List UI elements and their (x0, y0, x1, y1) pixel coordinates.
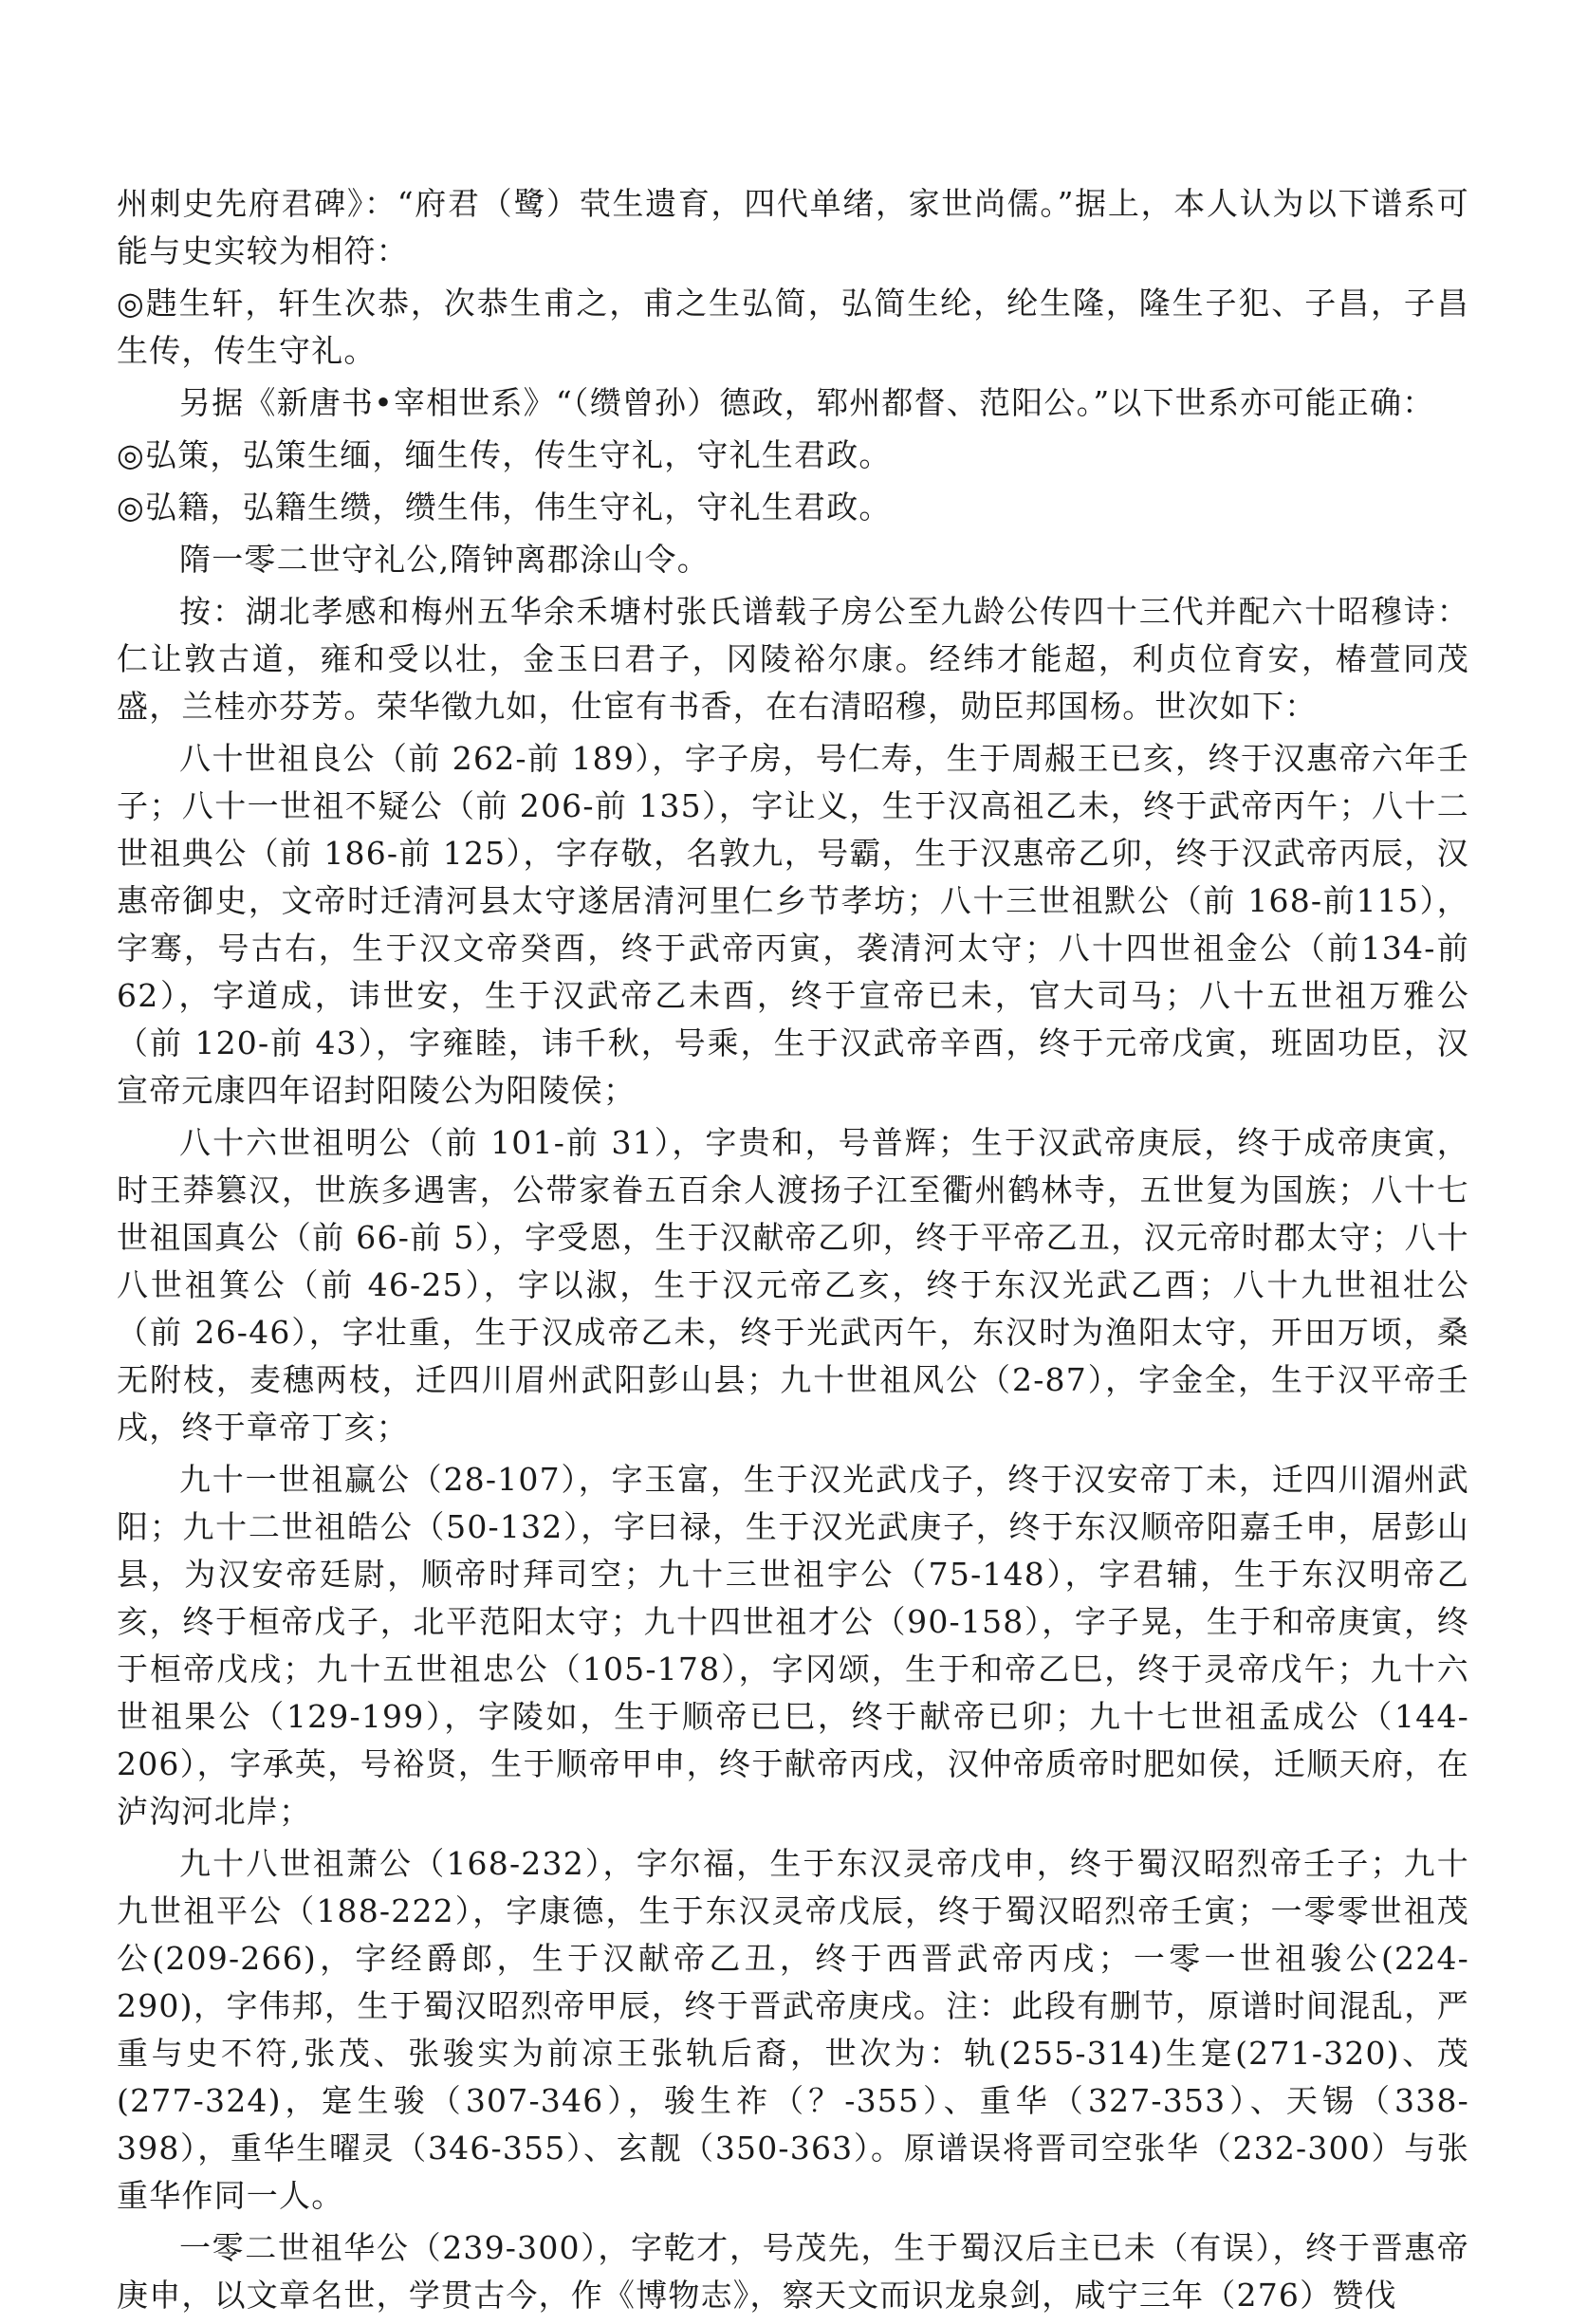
paragraph-10: 九十一世祖赢公（28-107），字玉富，生于汉光武戊子，终于汉安帝丁未，迁四川湄州武阳；九十二世祖皓公（50-132），字曰禄，生于汉光武庚子，终于东汉顺帝阳嘉壬申，居彭山县，为汉安帝廷尉，顺帝时拜司空；九十三世祖宇公（75-148），字君辅，生于东汉明帝乙亥，终于桓帝戊子，北平范阳太守；九十四世祖才公（90-158），字子晃，生于和帝庚寅，终于桓帝戊戌；九十五世祖忠公（105-178），字冈颂，生于和帝乙巳，终于灵帝戊午；九十六世祖果公（129-199），字陵如，生于顺帝已巳，终于献帝已卯；九十七世祖孟成公（144-206），字承英，号裕贤，生于顺帝甲申，终于献帝丙戌，汉仲帝质帝时肥如侯，迁顺天府，在泸沟河北岸； (117, 1461, 1469, 1830)
paragraph-9: 八十六世祖明公（前 101-前 31），字贵和，号普辉；生于汉武帝庚辰，终于成帝庚寅，时王莽篡汉，世族多遇害，公带家眷五百余人渡扬子江至衢州鹤林寺，五世复为国族；八十七世祖国真公（前 66-前 5），字受恩，生于汉献帝乙卯，终于平帝乙丑，汉元帝时郡太守；八十八世祖箕公（前 46-25），字以淑，生于汉元帝乙亥，终于东汉光武乙酉；八十九世祖壮公（前 26-46），字壮重，生于汉成帝乙未，终于光武丙午，东汉时为渔阳太守，开田万顷，桑无附枝，麦穗两枝，迁四川眉州武阳彭山县；九十世祖风公（2-87），字金全，生于汉平帝壬戌，终于章帝丁亥； (117, 1124, 1469, 1446)
paragraph-12: 一零二世祖华公（239-300），字乾才，号茂先，生于蜀汉后主已未（有误），终于晋惠帝庚申，以文章名世，学贯古今，作《博物志》，察天文而识龙泉剑，咸宁三年（276）赞伐 (117, 2229, 1469, 2314)
paragraph-11: 九十八世祖萧公（168-232），字尔福，生于东汉灵帝戊申，终于蜀汉昭烈帝壬子；九十九世祖平公（188-222），字康德，生于东汉灵帝戊辰，终于蜀汉昭烈帝壬寅；一零零世祖茂公(209-266)，字经爵郎，生于汉献帝乙丑，终于西晋武帝丙戌；一零一世祖骏公(224-290)，字伟邦，生于蜀汉昭烈帝甲辰，终于晋武帝庚戌。注：此段有删节，原谱时间混乱，严重与史不符,张茂、张骏实为前凉王张轨后裔，世次为：轨(255-314)生寔(271-320)、茂(277-324)，寔生骏（307-346），骏生祚（？-355）、重华（327-353）、天锡（338-398），重华生曜灵（346-355）、玄靓（350-363）。原谱误将晋司空张华（232-300）与张重华作同一人。 (117, 1845, 1469, 2214)
paragraph-3: 另据《新唐书•宰相世系》“（缵曾孙）德政，郓州都督、范阳公。”以下世系亦可能正确： (179, 384, 1435, 421)
document-page (117, 180, 1469, 2324)
paragraph-7: 按：湖北孝感和梅州五华余禾塘村张氏谱载子房公至九龄公传四十三代并配六十昭穆诗：仁让敦古道，雍和受以壮，金玉曰君子，冈陵裕尔康。经纬才能超，利贞位育安，椿萱同茂盛，兰桂亦芬芳。荣华徵九如，仕宦有书香，在右清昭穆，勋臣邦国杨。世次如下： (117, 593, 1469, 725)
paragraph-2: ◎韪生轩，轩生次恭，次恭生甫之，甫之生弘简，弘简生纶，纶生隆，隆生子犯、子昌，子昌生传，传生守礼。 (117, 285, 1469, 369)
paragraph-4: ◎弘策，弘策生缅，缅生传，传生守礼，守礼生君政。 (117, 436, 892, 473)
paragraph-8: 八十世祖良公（前 262-前 189），字子房，号仁寿，生于周赧王已亥，终于汉惠帝六年壬子；八十一世祖不疑公（前 206-前 135），字让义，生于汉高祖乙未，终于武帝丙午；八十二世祖典公（前 186-前 125），字存敬，名敦九，号霸，生于汉惠帝乙卯，终于汉武帝丙辰，汉惠帝御史，文帝时迁清河县太守遂居清河里仁乡节孝坊；八十三世祖默公（前 168-前115），字骞，号古右，生于汉文帝癸酉，终于武帝丙寅，袭清河太守；八十四世祖金公（前134-前 62），字道成，讳世安，生于汉武帝乙未酉，终于宣帝已未，官大司马；八十五世祖万雅公（前 120-前 43），字雍睦，讳千秋，号乘，生于汉武帝辛酉，终于元帝戊寅，班固功臣，汉宣帝元康四年诏封阳陵公为阳陵侯； (117, 740, 1469, 1109)
paragraph-5: ◎弘籍，弘籍生缵，缵生伟，伟生守礼，守礼生君政。 (117, 489, 892, 526)
paragraph-6: 隋一零二世守礼公,隋钟离郡涂山令。 (179, 541, 710, 578)
paragraph-1: 州刺史先府君碑》：“府君（鹭）茕生遗育，四代单绪，家世尚儒。”据上，本人认为以下谱系可能与史实较为相符： (117, 185, 1469, 269)
